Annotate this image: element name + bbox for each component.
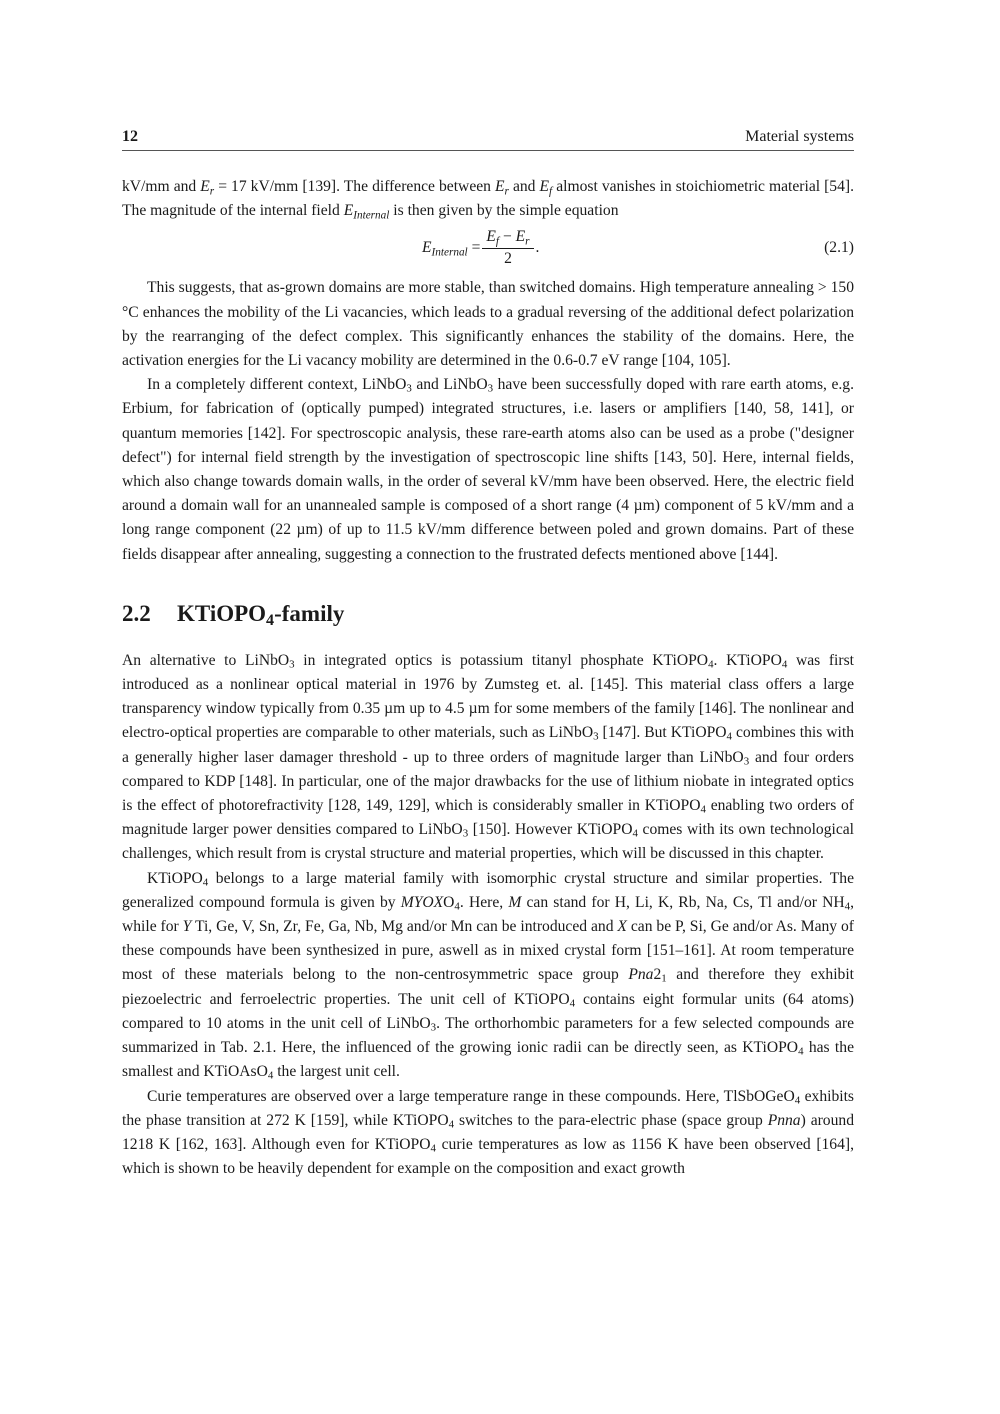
body-text	[122, 175, 854, 1181]
equation-2-1	[122, 225, 854, 275]
section-heading	[122, 601, 854, 627]
equation-body	[422, 227, 539, 269]
running-header	[122, 128, 854, 151]
equation-fraction	[482, 227, 533, 269]
paragraph-5: KTiOPO4 belongs to a large material family with isomorphic crystal structure and similar properties. The generalized compound formula is given by MYOXO4. Here, M can stand for H, Li, K, Rb, Na, Cs, Tl and/or NH4, while for Y Ti, Ge, V, Sn, Zr, Fe, Ga, Nb, Mg and/or Mn can be introduced and X can be P, Si, Ge and/or As. Many of these compounds have been synthesized in pure, aswell as in mixed crystal form [151–161]. At room temperature most of these materials belong to the non-centrosymmetric space group Pna21 and therefore they exhibit piezoelectric and ferroelectric properties. The unit cell of KTiOPO4 contains eight formular units (64 atoms) compared to 10 atoms in the unit cell of LiNbO3. The orthorhombic parameters for a few selected compounds are summarized in Tab. 2.1. Here, the influenced of the growing ionic radii can be directly seen, as KTiOPO4 has the smallest and KTiOAsO4 the largest unit cell.	[122, 869, 854, 1083]
section-title: KTiOPO4-family	[177, 600, 345, 629]
equation-number: (2.1)	[824, 239, 854, 257]
page	[122, 128, 854, 1181]
equation-denominator: 2	[504, 250, 512, 268]
paragraph-1: kV/mm and $E_r = 17$ kV/mm [139]. The difference between $E_r$ and $E_f$ almost vanishes in stoichiometric material [54]. The magnitude of the internal field $E_{Internal}$ is then given by the simple equation	[122, 178, 854, 222]
section-number: 2.2	[122, 600, 151, 626]
chapter-title: Material systems	[745, 128, 854, 145]
paragraph-3: In a completely different context, LiNbO3 and LiNbO3 have been successfully doped with rare earth atoms, e.g. Erbium, for fabrication of (optically pumped) integrated structures, i.e. lasers or amplifiers [140, 58, 141], or quantum memories [142]. For spectroscopic analysis, these rare-earth atoms also can be used as a probe ("designer defect") for internal field strength by the investigation of spectroscopic line shifts [143, 50]. Here, internal fields, which also change towards domain walls, in the order of several kV/mm have been observed. Here, the electric field around a domain wall for an unannealed sample is composed of a short range (4 µm) component of 5 kV/mm and a long range component (22 µm) of up to 11.5 kV/mm difference between poled and grown domains. Part of these fields disappear after annealing, suggesting a connection to the frustrated defects mentioned above [144].	[122, 376, 854, 563]
paragraph-6: Curie temperatures are observed over a large temperature range in these compounds. Here, TlSbOGeO4 exhibits the phase transition at 272 K [159], while KTiOPO4 switches to the para-electric phase (space group Pnna) around 1218 K [162, 163]. Although even for KTiOPO4 curie temperatures as low as 1156 K have been observed [164], which is shown to be heavily dependent for example on the composition and exact growth	[122, 1087, 854, 1178]
page-number: 12	[122, 128, 138, 145]
equation-numerator: $E_f - E_r$	[482, 227, 533, 249]
paragraph-2: This suggests, that as-grown domains are more stable, than switched domains. High temperature annealing > 150 °C enhances the mobility of the Li vacancies, which leads to a gradual reversing of the additional defect polarization by the rearranging of the defect complex. This significantly enhances the stability of the domains. Here, the activation energies for the Li vacancy mobility are determined in the 0.6-0.7 eV range [104, 105].	[122, 279, 854, 370]
equation-period: .	[535, 239, 540, 257]
equation-lhs: $E_{Internal}$ =	[422, 239, 481, 259]
paragraph-4: An alternative to LiNbO3 in integrated optics is potassium titanyl phosphate KTiOPO4. KTiOPO4 was first introduced as a nonlinear optical material in 1976 by Zumsteg et. al. [145]. This material class offers a large transparency window typically from 0.35 µm up to 4.5 µm for some members of the family [146]. The nonlinear and electro-optical properties are comparable to other materials, such as LiNbO3 [147]. But KTiOPO4 combines this with a generally higher laser damager threshold - up to three orders of magnitude larger than LiNbO3 and four orders compared to KDP [148]. In particular, one of the major drawbacks for the use of lithium niobate in integrated optics is the effect of photorefractivity [128, 149, 129], which is considerably smaller in KTiOPO4 enabling two orders of magnitude larger power densities compared to LiNbO3 [150]. However KTiOPO4 comes with its own technological challenges, which result from is crystal structure and material properties, which will be discussed in this chapter.	[122, 651, 855, 863]
